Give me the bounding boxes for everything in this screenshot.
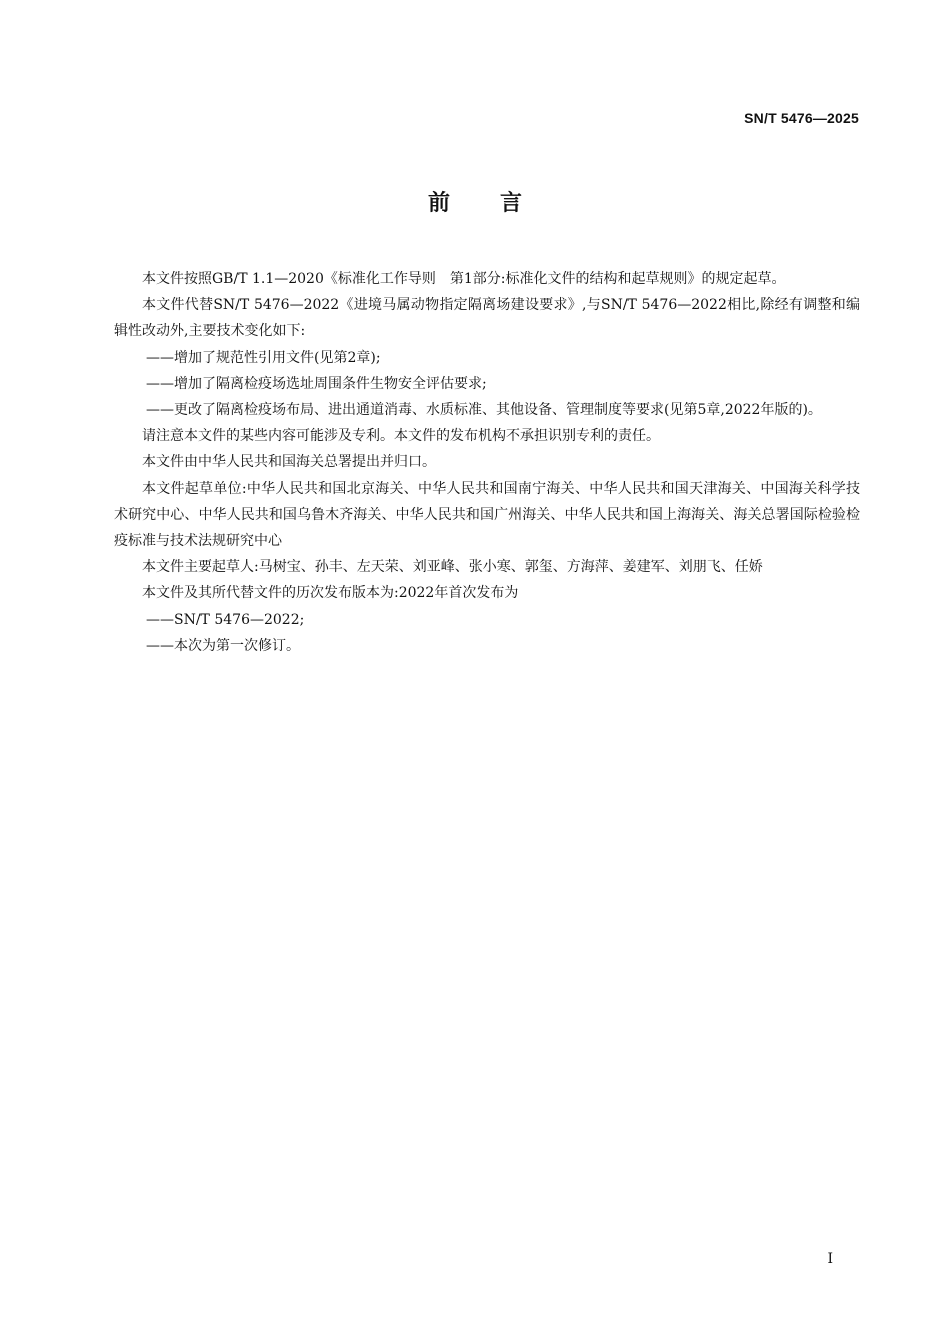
change-item: ——增加了隔离检疫场选址周围条件生物安全评估要求; — [146, 375, 487, 392]
change-item: ——增加了规范性引用文件(见第2章); — [146, 349, 381, 366]
paragraph-drafting-units: 本文件起草单位:中华人民共和国北京海关、中华人民共和国南宁海关、中华人民共和国天津海关、中国海关科学技术研究中心、中华人民共和国乌鲁木齐海关、中华人民共和国广州海关、中华人民共和国上海海关、海关总署国际检验检疫标准与技术法规研究中心 — [114, 480, 860, 550]
page-title: 前言 — [427, 191, 572, 216]
document-code: SN/T 5476—2025 — [744, 110, 859, 126]
paragraph-proposer: 本文件由中华人民共和国海关总署提出并归口。 — [142, 454, 436, 471]
version-item: ——SN/T 5476—2022; — [146, 611, 305, 628]
version-item: ——本次为第一次修订。 — [146, 637, 300, 654]
foreword-body — [114, 266, 860, 659]
paragraph-patent-notice: 请注意本文件的某些内容可能涉及专利。本文件的发布机构不承担识别专利的责任。 — [142, 428, 660, 445]
paragraph-drafters: 本文件主要起草人:马树宝、孙丰、左天荣、刘亚峰、张小寒、郭玺、方海萍、姜建军、刘朋飞、任娇 — [142, 559, 763, 576]
paragraph-drafting-basis: 本文件按照GB/T 1.1—2020《标准化工作导则 第1部分:标准化文件的结构和起草规则》的规定起草。 — [142, 271, 786, 287]
paragraph-replacement: 本文件代替SN/T 5476—2022《进境马属动物指定隔离场建设要求》,与SN/T 5476—2022相比,除经有调整和编辑性改动外,主要技术变化如下: — [114, 297, 860, 340]
paragraph-version-history: 本文件及其所代替文件的历次发布版本为:2022年首次发布为 — [142, 585, 519, 602]
change-item: ——更改了隔离检疫场布局、进出通道消毒、水质标准、其他设备、管理制度等要求(见第5章,2022年版的)。 — [146, 402, 822, 419]
page-number: I — [827, 1251, 833, 1267]
